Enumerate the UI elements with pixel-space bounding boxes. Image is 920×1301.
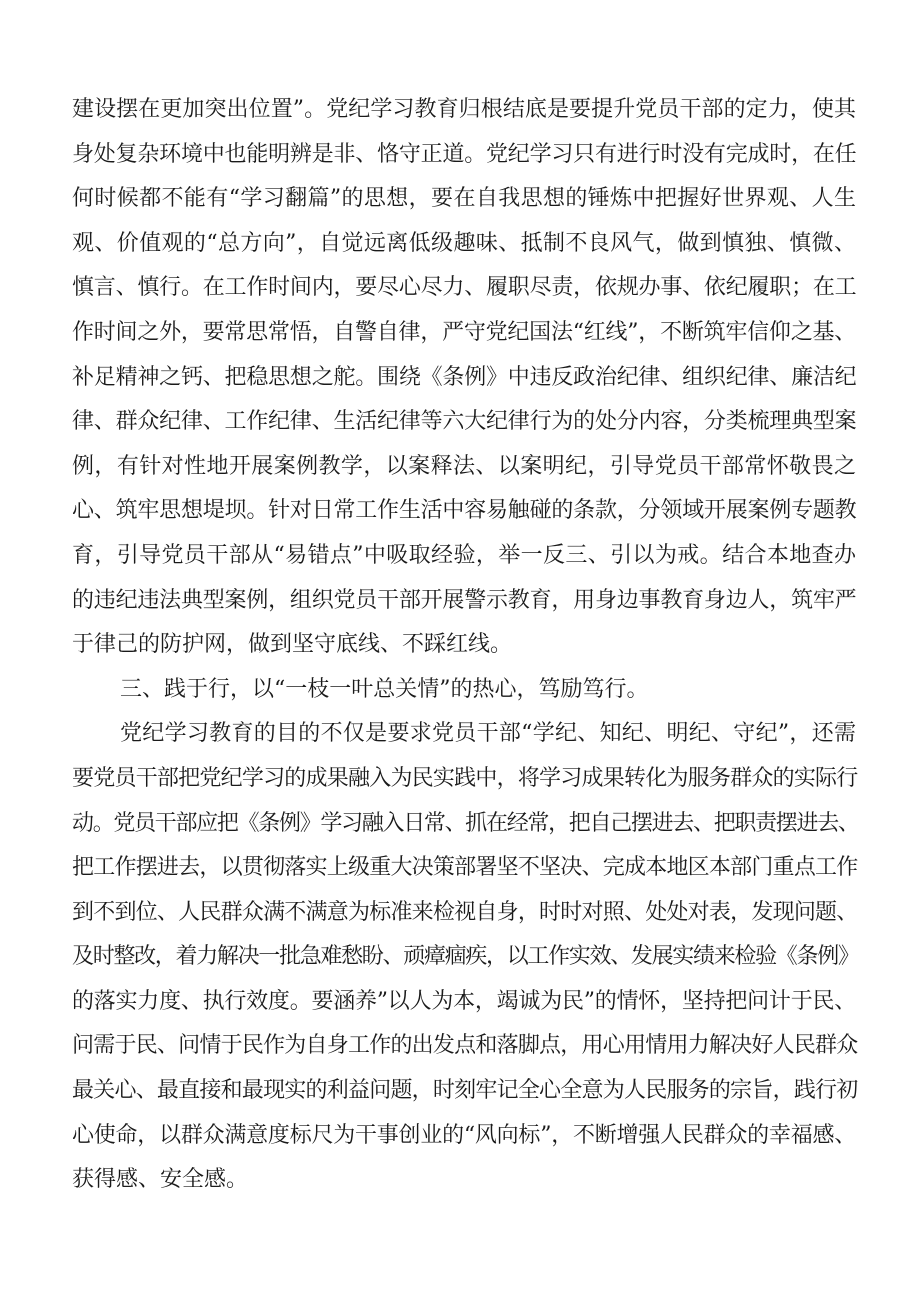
paragraph-line: 的落实力度、执行效度。要涵养”以人为本，竭诚为民”的情怀，坚持把问计于民、: [72, 988, 856, 1014]
paragraph-line: 律、群众纪律、工作纪律、生活纪律等六大纪律行为的处分内容，分类梳理典型案: [72, 409, 857, 435]
paragraph-line: 育，引导党员干部从“易错点”中吸取经验，举一反三、引以为戒。结合本地查办: [72, 542, 856, 568]
paragraph-line: 动。党员干部应把《条例》学习融入日常、抓在经常，把自己摆进去、把职责摆进去、: [72, 810, 859, 836]
paragraph-line: 最关心、最直接和最现实的利益问题，时刻牢记全心全意为人民服务的宗旨，践行初: [72, 1078, 858, 1104]
paragraph-line: 获得感、安全感。: [72, 1167, 249, 1193]
document-body: [72, 88, 859, 1203]
paragraph-line: 何时候都不能有“学习翻篇”的思想，要在自我思想的锤炼中把握好世界观、人生: [72, 186, 856, 212]
paragraph-line: 心使命，以群众满意度标尺为干事创业的“风向标”，不断增强人民群众的幸福感、: [72, 1122, 856, 1148]
paragraph-line: 把工作摆进去，以贯彻落实上级重大决策部署坚不坚决、完成本地区本部门重点工作: [72, 855, 858, 881]
paragraph-line: 要党员干部把党纪学习的成果融入为民实践中，将学习成果转化为服务群众的实际行: [72, 765, 858, 791]
paragraph-line: 及时整改，着力解决一批急难愁盼、顽瘴痼疾，以工作实效、发展实绩来检验《条例》: [72, 944, 859, 970]
paragraph-1: [72, 88, 856, 668]
paragraph-2: [72, 712, 859, 1203]
paragraph-line: 心、筑牢思想堤坝。针对日常工作生活中容易触碰的条款，分领域开展案例专题教: [72, 498, 857, 524]
paragraph-line: 到不到位、人民群众满不满意为标准来检视自身，时时对照、处处对表，发现问题、: [72, 899, 858, 925]
paragraph-line: 身处复杂环境中也能明辨是非、恪守正道。党纪学习只有进行时没有完成时，在任: [72, 141, 857, 167]
paragraph-line: 慎言、慎行。在工作时间内，要尽心尽力、履职尽责，依规办事、依纪履职；在工: [72, 275, 857, 301]
paragraph-line: 于律己的防护网，做到坚守底线、不踩红线。: [72, 632, 513, 658]
paragraph-line: 问需于民、问情于民作为自身工作的出发点和落脚点，用心用情用力解决好人民群众: [72, 1033, 858, 1059]
paragraph-line: 作时间之外，要常思常悟，自警自律，严守党纪国法“红线”，不断筑牢信仰之基、: [72, 319, 856, 345]
paragraph-line: 补足精神之钙、把稳思想之舵。围绕《条例》中违反政治纪律、组织纪律、廉洁纪: [72, 364, 857, 390]
paragraph-line: 的违纪违法典型案例，组织党员干部开展警示教育，用身边事教育身边人，筑牢严: [72, 587, 857, 613]
paragraph-line: 观、价值观的“总方向”，自觉远离低级趣味、抵制不良风气，做到慎独、慎微、: [72, 230, 856, 256]
paragraph-line: 党纪学习教育的目的不仅是要求党员干部“学纪、知纪、明纪、守纪”，还需: [120, 721, 856, 747]
paragraph-line: 例，有针对性地开展案例教学，以案释法、以案明纪，引导党员干部常怀敬畏之: [72, 453, 856, 479]
paragraph-line: 建设摆在更加突出位置”。党纪学习教育归根结底是要提升党员干部的定力，使其: [72, 97, 856, 122]
section-heading-3: 三、践于行，以“一枝一叶总关情”的热心，笃励笃行。: [120, 676, 649, 702]
